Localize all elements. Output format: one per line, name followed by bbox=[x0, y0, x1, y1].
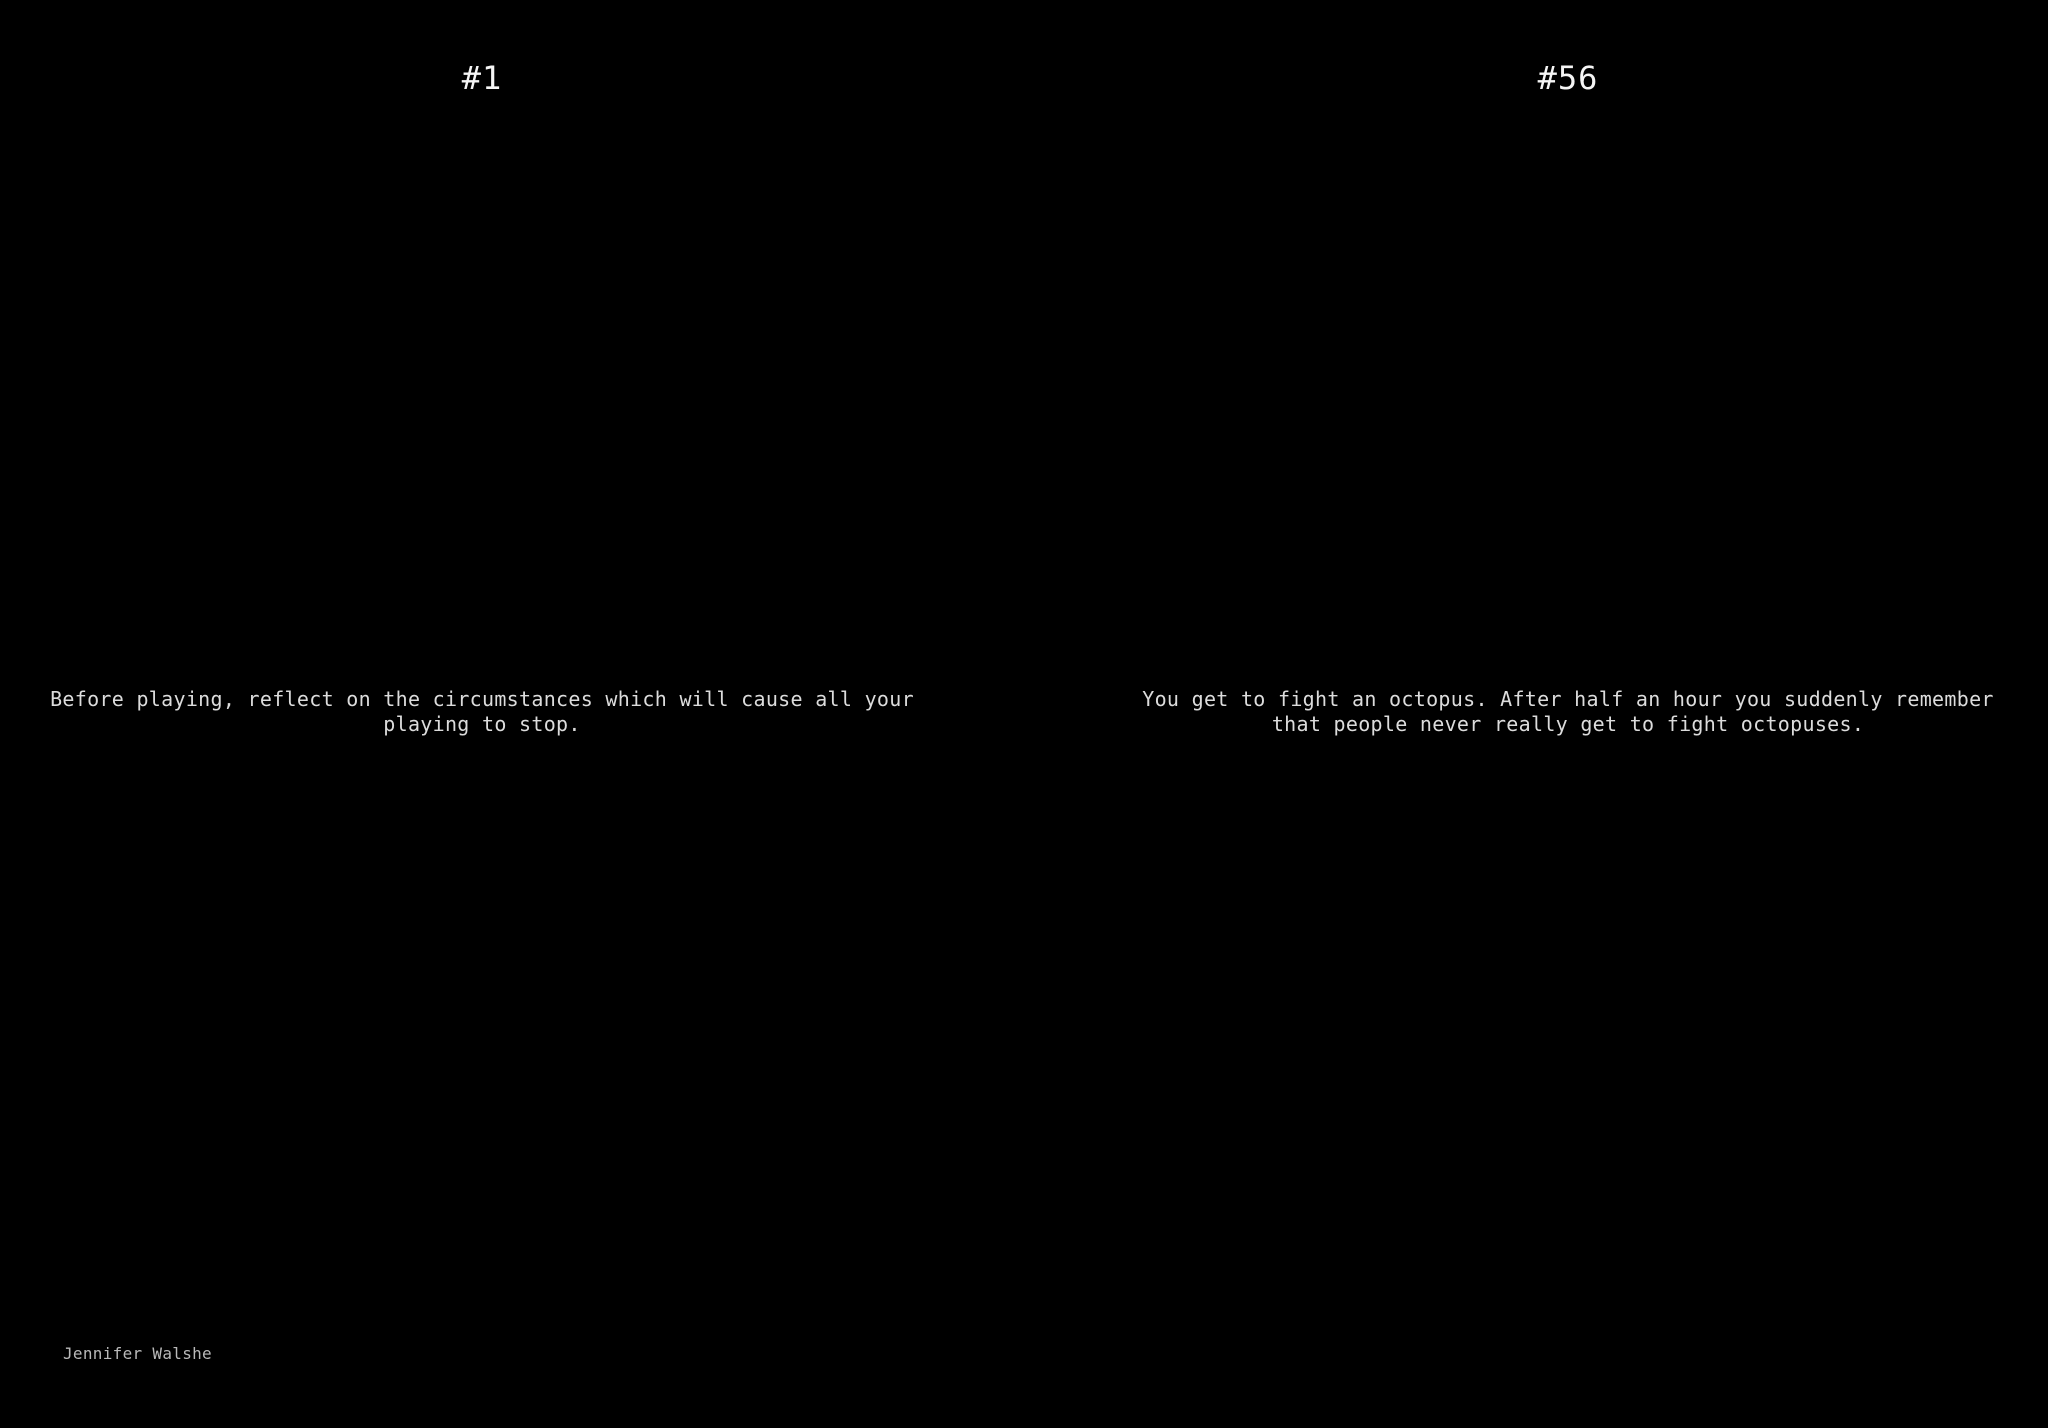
card-2-text-line-2: that people never really get to fight octopuses. bbox=[1271, 712, 1865, 736]
card-1-text-line-1: Before playing, reflect on the circumstances which will cause all your bbox=[50, 687, 914, 711]
card-1-text bbox=[32, 687, 932, 737]
card-2-text bbox=[1118, 687, 2018, 737]
card-1-number: #1 bbox=[461, 59, 503, 97]
card-1-text-line-2: playing to stop. bbox=[383, 712, 581, 736]
card-2-text-line-1: You get to fight an octopus. After half an hour you suddenly remember bbox=[1142, 687, 1994, 711]
author-credit: Jennifer Walshe bbox=[63, 1344, 212, 1363]
card-2-number: #56 bbox=[1537, 59, 1599, 97]
